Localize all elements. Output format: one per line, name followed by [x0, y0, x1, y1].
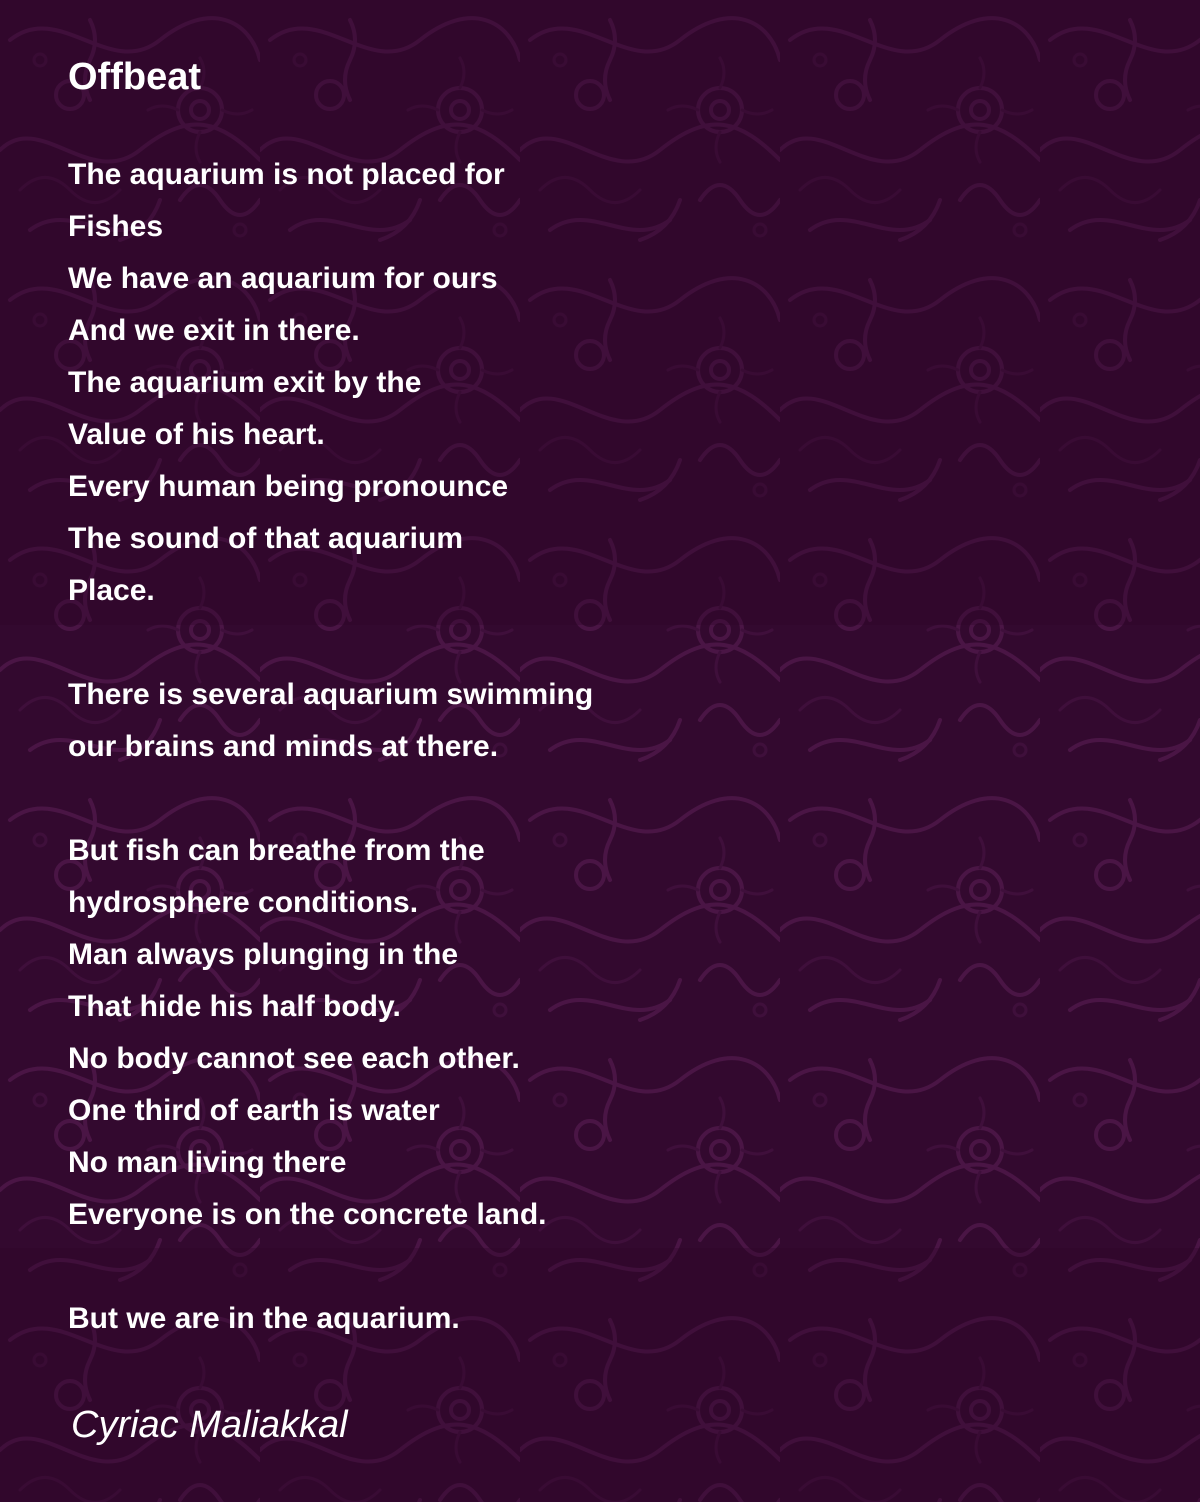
- poem-line: Everyone is on the concrete land.: [68, 1198, 547, 1231]
- poem-line: Value of his heart.: [68, 418, 325, 451]
- stanza-4: [68, 1293, 460, 1345]
- poem-title: Offbeat: [68, 56, 201, 98]
- poem-line: The aquarium is not placed for: [68, 158, 505, 191]
- poem-line: hydrosphere conditions.: [68, 886, 419, 919]
- poem-line: No man living there: [68, 1146, 347, 1179]
- poem-line: There is several aquarium swimming: [68, 678, 594, 711]
- poem-line: our brains and minds at there.: [68, 730, 499, 763]
- poem-line: Man always plunging in the: [68, 938, 459, 971]
- poem-line: The sound of that aquarium: [68, 522, 463, 555]
- stanza-1: [68, 149, 508, 617]
- poem-line: No body cannot see each other.: [68, 1042, 520, 1075]
- poem-line: Fishes: [68, 210, 164, 243]
- poem-line: Every human being pronounce: [68, 470, 509, 503]
- stanza-2: [68, 669, 593, 773]
- stanza-3: [68, 825, 546, 1241]
- poem-line: We have an aquarium for ours: [68, 262, 498, 295]
- author-name: Cyriac Maliakkal: [71, 1404, 348, 1446]
- poem-line: And we exit in there.: [68, 314, 360, 347]
- poem-line: But fish can breathe from the: [68, 834, 485, 867]
- poem-line: Place.: [68, 574, 155, 607]
- poem-line: One third of earth is water: [68, 1094, 440, 1127]
- poem-line: The aquarium exit by the: [68, 366, 422, 399]
- poem-line: But we are in the aquarium.: [68, 1302, 460, 1335]
- poem-line: That hide his half body.: [68, 990, 401, 1023]
